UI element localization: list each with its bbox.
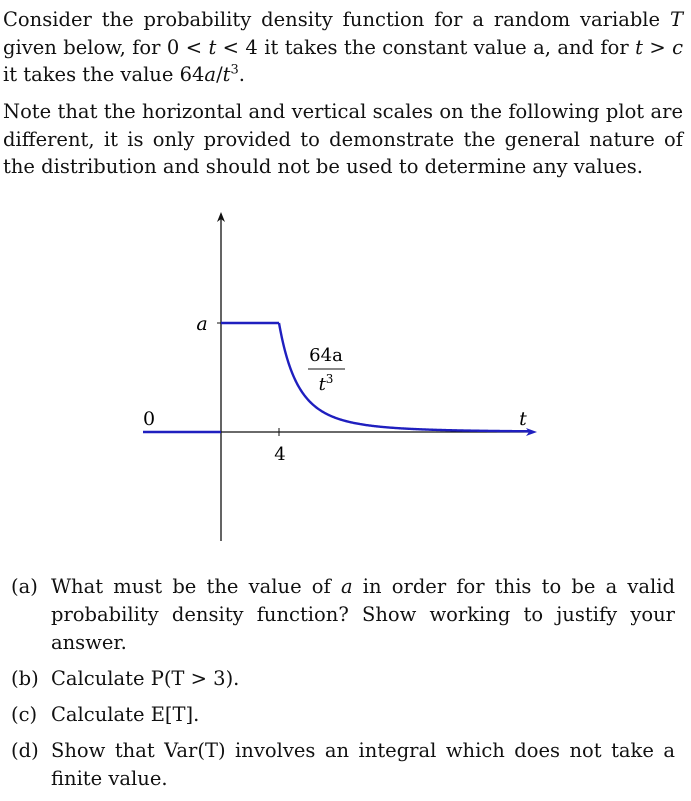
curve-label-denominator: $t^3$	[318, 372, 334, 395]
question-label: (b)	[11, 667, 39, 690]
intro-paragraph-2: Note that the horizontal and vertical scales on the following plot are different, it is only provided to demonstrate the general nature of the distribution and should not be used to determine any values.	[3, 100, 683, 178]
curve-label-numerator: 64a	[309, 345, 343, 366]
x-axis-label-t: t	[519, 408, 527, 430]
question-d	[0, 737, 675, 793]
question-c	[0, 701, 675, 729]
question-text: Calculate P(T > 3).	[51, 667, 240, 690]
question-text: Calculate E[T].	[51, 703, 200, 726]
question-list	[0, 573, 691, 801]
question-label: (d)	[11, 739, 39, 762]
question-label: (c)	[11, 703, 38, 726]
question-a: (a) What must be the value of a in order for this to be a valid probability density function? Show working to justify your answer.	[11, 575, 675, 654]
y-tick-label-a: a	[196, 313, 208, 335]
origin-label: 0	[142, 408, 156, 430]
question-label: (a)	[11, 575, 38, 598]
x-tick-label-4: 4	[274, 444, 286, 465]
question-text: Show that Var(T) involves an integral which does not take a finite value.	[51, 739, 675, 790]
question-b	[0, 665, 675, 693]
intro-paragraph-1: Consider the probability density function for a random variable T given below, for 0 < t < 4 it takes the constant value a, and for t > c it takes the value $64a/t^3$.	[3, 8, 683, 86]
density-decay-curve	[279, 323, 530, 432]
